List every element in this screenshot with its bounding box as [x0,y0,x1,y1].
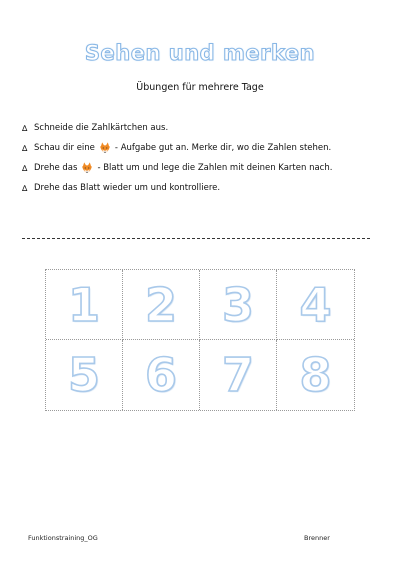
card-number: 2 [144,277,177,332]
instruction-text: - Blatt um und lege die Zahlen mit deinen Karten nach. [97,163,333,173]
number-card [200,270,277,340]
card-number: 3 [221,277,254,332]
number-card [46,270,123,340]
number-card [200,340,277,410]
instruction-item [22,118,382,138]
number-card [46,340,123,410]
fox-icon [98,141,112,155]
page-title: Sehen und merken [84,41,316,65]
page-subtitle: Übungen für mehrere Tage [136,82,264,93]
card-number: 4 [299,277,332,332]
number-card-grid [45,269,355,411]
instruction-text: Schneide die Zahlkärtchen aus. [34,123,169,133]
number-card [277,340,354,410]
bullet-triangle-icon: ∆ [22,163,28,173]
card-number: 7 [221,348,254,402]
instruction-text: - Aufgabe gut an. Merke dir, wo die Zahlen stehen. [114,143,332,153]
footer-author: Brenner [304,534,330,542]
instruction-list [22,118,382,198]
instruction-text: Drehe das [34,163,78,173]
bullet-triangle-icon: ∆ [22,183,28,193]
instruction-text: Schau dir eine [34,143,95,153]
instruction-item [22,138,382,158]
fox-icon [80,161,94,175]
card-number: 8 [299,348,332,402]
instruction-text: Drehe das Blatt wieder um und kontrolliere. [34,183,221,193]
footer-document-name: Funktionstraining_OG [28,534,98,542]
bullet-triangle-icon: ∆ [22,143,28,153]
card-number: 5 [67,348,100,402]
cut-line [22,238,370,239]
instruction-item [22,158,382,178]
number-card [277,270,354,340]
bullet-triangle-icon: ∆ [22,123,28,133]
number-card [123,270,200,340]
number-card [123,340,200,410]
instruction-item [22,178,382,198]
card-number: 1 [67,277,100,332]
card-number: 6 [144,348,177,402]
